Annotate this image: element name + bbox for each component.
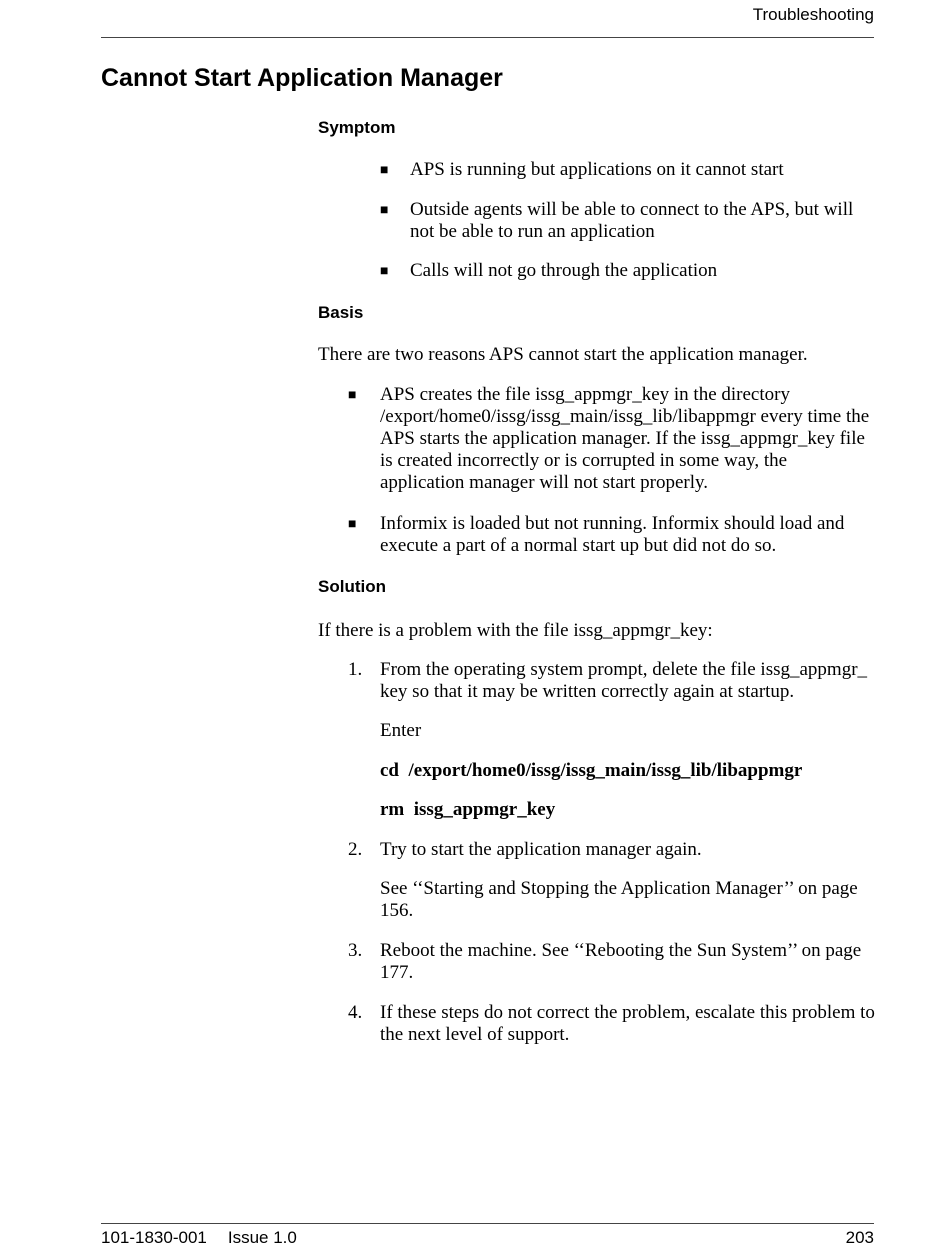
bullet-icon: ■ — [380, 264, 389, 279]
cross-reference: See ‘‘Starting and Stopping the Application Manager’’ on page 156. — [380, 878, 858, 921]
symptom-heading: Symptom — [318, 118, 396, 137]
issue-label: Issue 1.0 — [227, 1228, 297, 1247]
step-number: 2. — [348, 839, 363, 860]
list-item — [380, 159, 876, 181]
basis-intro: There are two reasons APS cannot start the application manager. — [318, 344, 808, 365]
step-number: 1. — [348, 659, 363, 680]
bullet-icon: ■ — [380, 203, 389, 218]
page-title: Cannot Start Application Manager — [101, 64, 503, 92]
doc-number: 101-1830-001 — [101, 1228, 207, 1247]
footer-doc-info — [101, 1228, 297, 1248]
list-item-text: APS is running but applications on it cannot start — [410, 159, 784, 180]
solution-intro: If there is a problem with the file issg_appmgr_key: — [318, 620, 713, 641]
step-number: 4. — [348, 1002, 363, 1023]
step-text: Try to start the application manager again. — [380, 839, 702, 860]
step-text: From the operating system prompt, delete the file issg_appmgr_ key so that it may be written correctly again at startup. — [380, 659, 868, 702]
solution-heading: Solution — [318, 577, 386, 596]
page-number: 203 — [845, 1228, 874, 1247]
command-rm: rm issg_appmgr_key — [380, 799, 556, 820]
list-item-text: APS creates the file issg_appmgr_key in the directory /export/home0/issg/issg_main/issg_lib/libappmgr every time the APS starts the application manager. If the issg_appmgr_key file is created incorrectly or is corrupted in some way, the application manager will not start properly. — [380, 384, 870, 493]
list-item-text: Outside agents will be able to connect to the APS, but will not be able to run an application — [410, 199, 854, 242]
basis-heading: Basis — [318, 303, 364, 322]
footer-rule — [101, 1223, 874, 1224]
step-number: 3. — [348, 940, 363, 961]
list-item-text: Informix is loaded but not running. Informix should load and execute a part of a normal start up but did not do so. — [380, 513, 845, 556]
step-text: Reboot the machine. See ‘‘Rebooting the Sun System’’ on page 177. — [380, 940, 862, 983]
command-cd: cd /export/home0/issg/issg_main/issg_lib/libappmgr — [380, 760, 803, 781]
list-item — [348, 384, 876, 494]
enter-label: Enter — [380, 720, 422, 741]
list-item — [348, 513, 876, 557]
list-item — [380, 199, 876, 243]
list-item-text: Calls will not go through the application — [410, 260, 718, 281]
list-item — [380, 260, 876, 282]
bullet-icon: ■ — [348, 388, 357, 403]
running-header: Troubleshooting — [752, 5, 874, 24]
step-text: If these steps do not correct the problem, escalate this problem to the next level of support. — [380, 1002, 875, 1045]
header-rule — [101, 37, 874, 38]
bullet-icon: ■ — [348, 517, 357, 532]
bullet-icon: ■ — [380, 163, 389, 178]
